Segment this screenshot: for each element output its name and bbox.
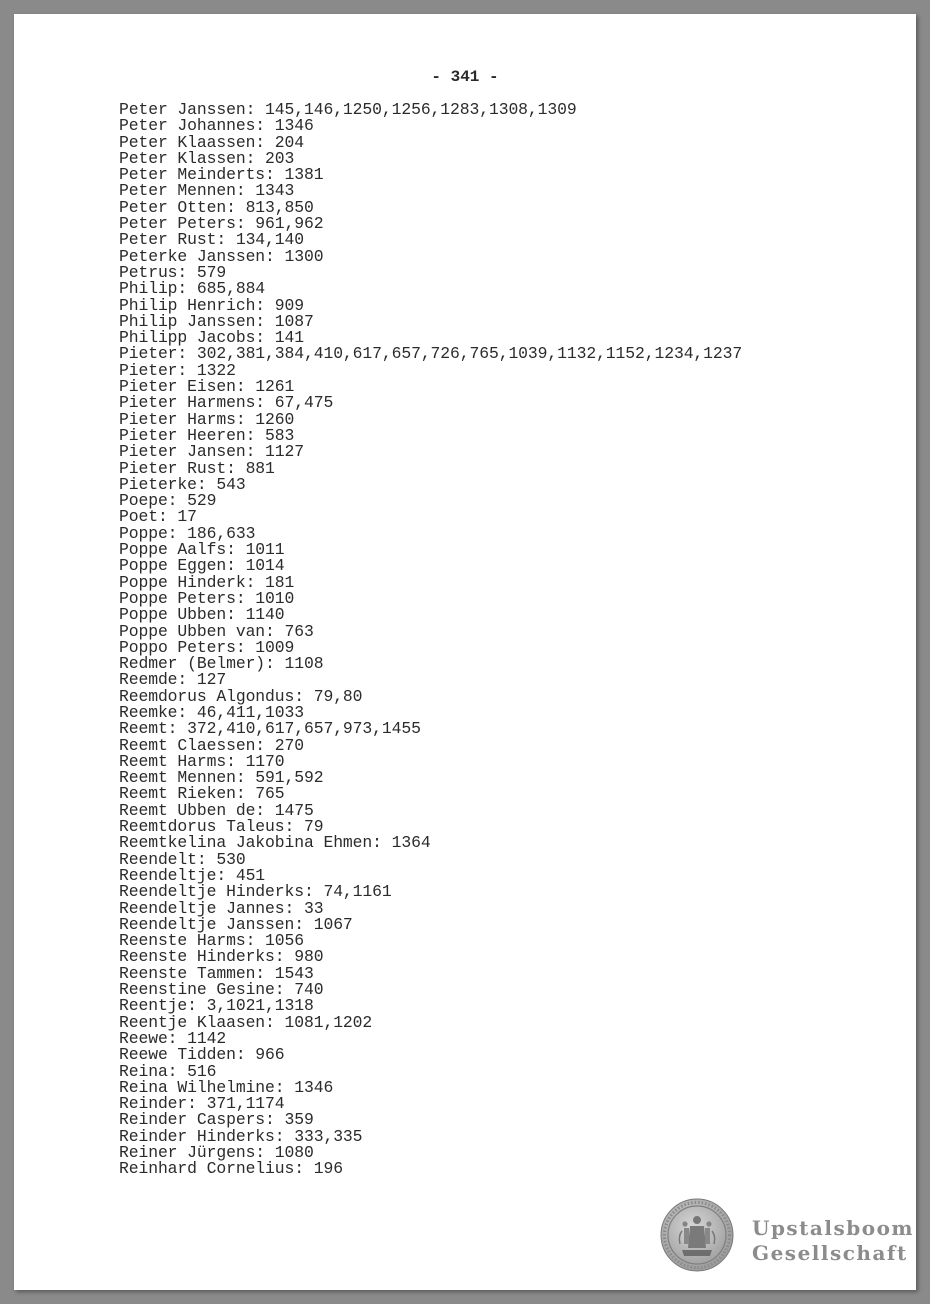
index-entry: Reemt Harms: 1170 [119,751,285,771]
index-entry: Reinder: 371,1174 [119,1094,285,1114]
index-entry: Reemdorus Algondus: 79,80 [119,686,363,706]
index-entry: Reinder Caspers: 359 [119,1110,314,1130]
society-logo [660,1198,915,1274]
index-entry: Poepe: 529 [119,491,217,511]
index-entry: Reemde: 127 [119,670,227,690]
index-entry: Reemt Claessen: 270 [119,735,304,755]
index-entry: Peter Rust: 134,140 [119,230,304,250]
index-entry: Philip Henrich: 909 [119,295,304,315]
index-entry: Poppe: 186,633 [119,523,256,543]
index-entry: Poppe Ubben: 1140 [119,605,285,625]
index-entry: Poppo Peters: 1009 [119,637,295,657]
index-entry: Pieterke: 543 [119,474,246,494]
index-entry: Reendeltje Jannes: 33 [119,898,324,918]
index-entry: Reenste Harms: 1056 [119,931,304,951]
index-entry: Reewe: 1142 [119,1028,227,1048]
index-entry: Philip Janssen: 1087 [119,311,314,331]
index-entry: Peter Mennen: 1343 [119,181,295,201]
index-entry: Pieter Heeren: 583 [119,425,295,445]
index-entry: Peter Johannes: 1346 [119,116,314,136]
index-entry: Pieter Jansen: 1127 [119,442,304,462]
index-entry: Peter Klaassen: 204 [119,132,304,152]
index-entry: Philipp Jacobs: 141 [119,328,304,348]
index-entry: Reemtkelina Jakobina Ehmen: 1364 [119,833,431,853]
index-entry: Pieter Rust: 881 [119,458,275,478]
index-entry: Peter Klassen: 203 [119,148,295,168]
index-entry: Peter Peters: 961,962 [119,214,324,234]
index-entry: Reentje Klaasen: 1081,1202 [119,1012,373,1032]
index-entry: Peter Meinderts: 1381 [119,165,324,185]
index-entry: Poppe Aalfs: 1011 [119,540,285,560]
index-entry: Pieter: 1322 [119,360,236,380]
index-entry: Poppe Hinderk: 181 [119,572,295,592]
index-entry: Peterke Janssen: 1300 [119,246,324,266]
index-entry: Poet: 17 [119,507,197,527]
index-entries [119,102,742,1178]
index-entry: Peter Otten: 813,850 [119,197,314,217]
index-entry: Reinder Hinderks: 333,335 [119,1126,363,1146]
index-entry: Reenste Tammen: 1543 [119,963,314,983]
index-entry: Pieter: 302,381,384,410,617,657,726,765,1039,1132,1152,1234,1237 [119,344,743,364]
index-entry: Reewe Tidden: 966 [119,1045,285,1065]
logo-wordmark [752,1216,914,1266]
index-entry: Philip: 685,884 [119,279,266,299]
index-entry: Redmer (Belmer): 1108 [119,654,324,674]
index-entry: Reinhard Cornelius: 196 [119,1159,343,1179]
index-entry: Reenstine Gesine: 740 [119,980,324,1000]
index-entry: Pieter Harmens: 67,475 [119,393,334,413]
index-entry: Reemt Mennen: 591,592 [119,768,324,788]
index-entry: Pieter Eisen: 1261 [119,377,295,397]
index-entry: Reemke: 46,411,1033 [119,702,304,722]
index-entry: Reendeltje Hinderks: 74,1161 [119,882,392,902]
index-entry: Pieter Harms: 1260 [119,409,295,429]
logo-line-2: Gesellschaft [752,1241,908,1265]
index-entry: Reina Wilhelmine: 1346 [119,1077,334,1097]
index-entry: Reendeltje Janssen: 1067 [119,914,353,934]
index-entry: Poppe Peters: 1010 [119,588,295,608]
index-entry: Poppe Ubben van: 763 [119,621,314,641]
index-entry: Reendelt: 530 [119,849,246,869]
logo-line-1: Upstalsboom [752,1216,915,1240]
page-number: - 341 - [431,68,499,86]
index-entry: Reenste Hinderks: 980 [119,947,324,967]
index-entry: Peter Janssen: 145,146,1250,1256,1283,1308,1309 [119,100,577,119]
index-entry: Petrus: 579 [119,262,227,282]
index-entry: Poppe Eggen: 1014 [119,556,285,576]
seal-icon [660,1198,734,1272]
index-entry: Reiner Jürgens: 1080 [119,1143,314,1162]
index-entry: Reentje: 3,1021,1318 [119,996,314,1016]
index-entry: Reemt Ubben de: 1475 [119,800,314,820]
index-entry: Reina: 516 [119,1061,217,1081]
index-entry: Reemtdorus Taleus: 79 [119,817,324,837]
index-entry: Reemt: 372,410,617,657,973,1455 [119,719,421,739]
index-entry: Reendeltje: 451 [119,865,266,885]
index-entry: Reemt Rieken: 765 [119,784,285,804]
